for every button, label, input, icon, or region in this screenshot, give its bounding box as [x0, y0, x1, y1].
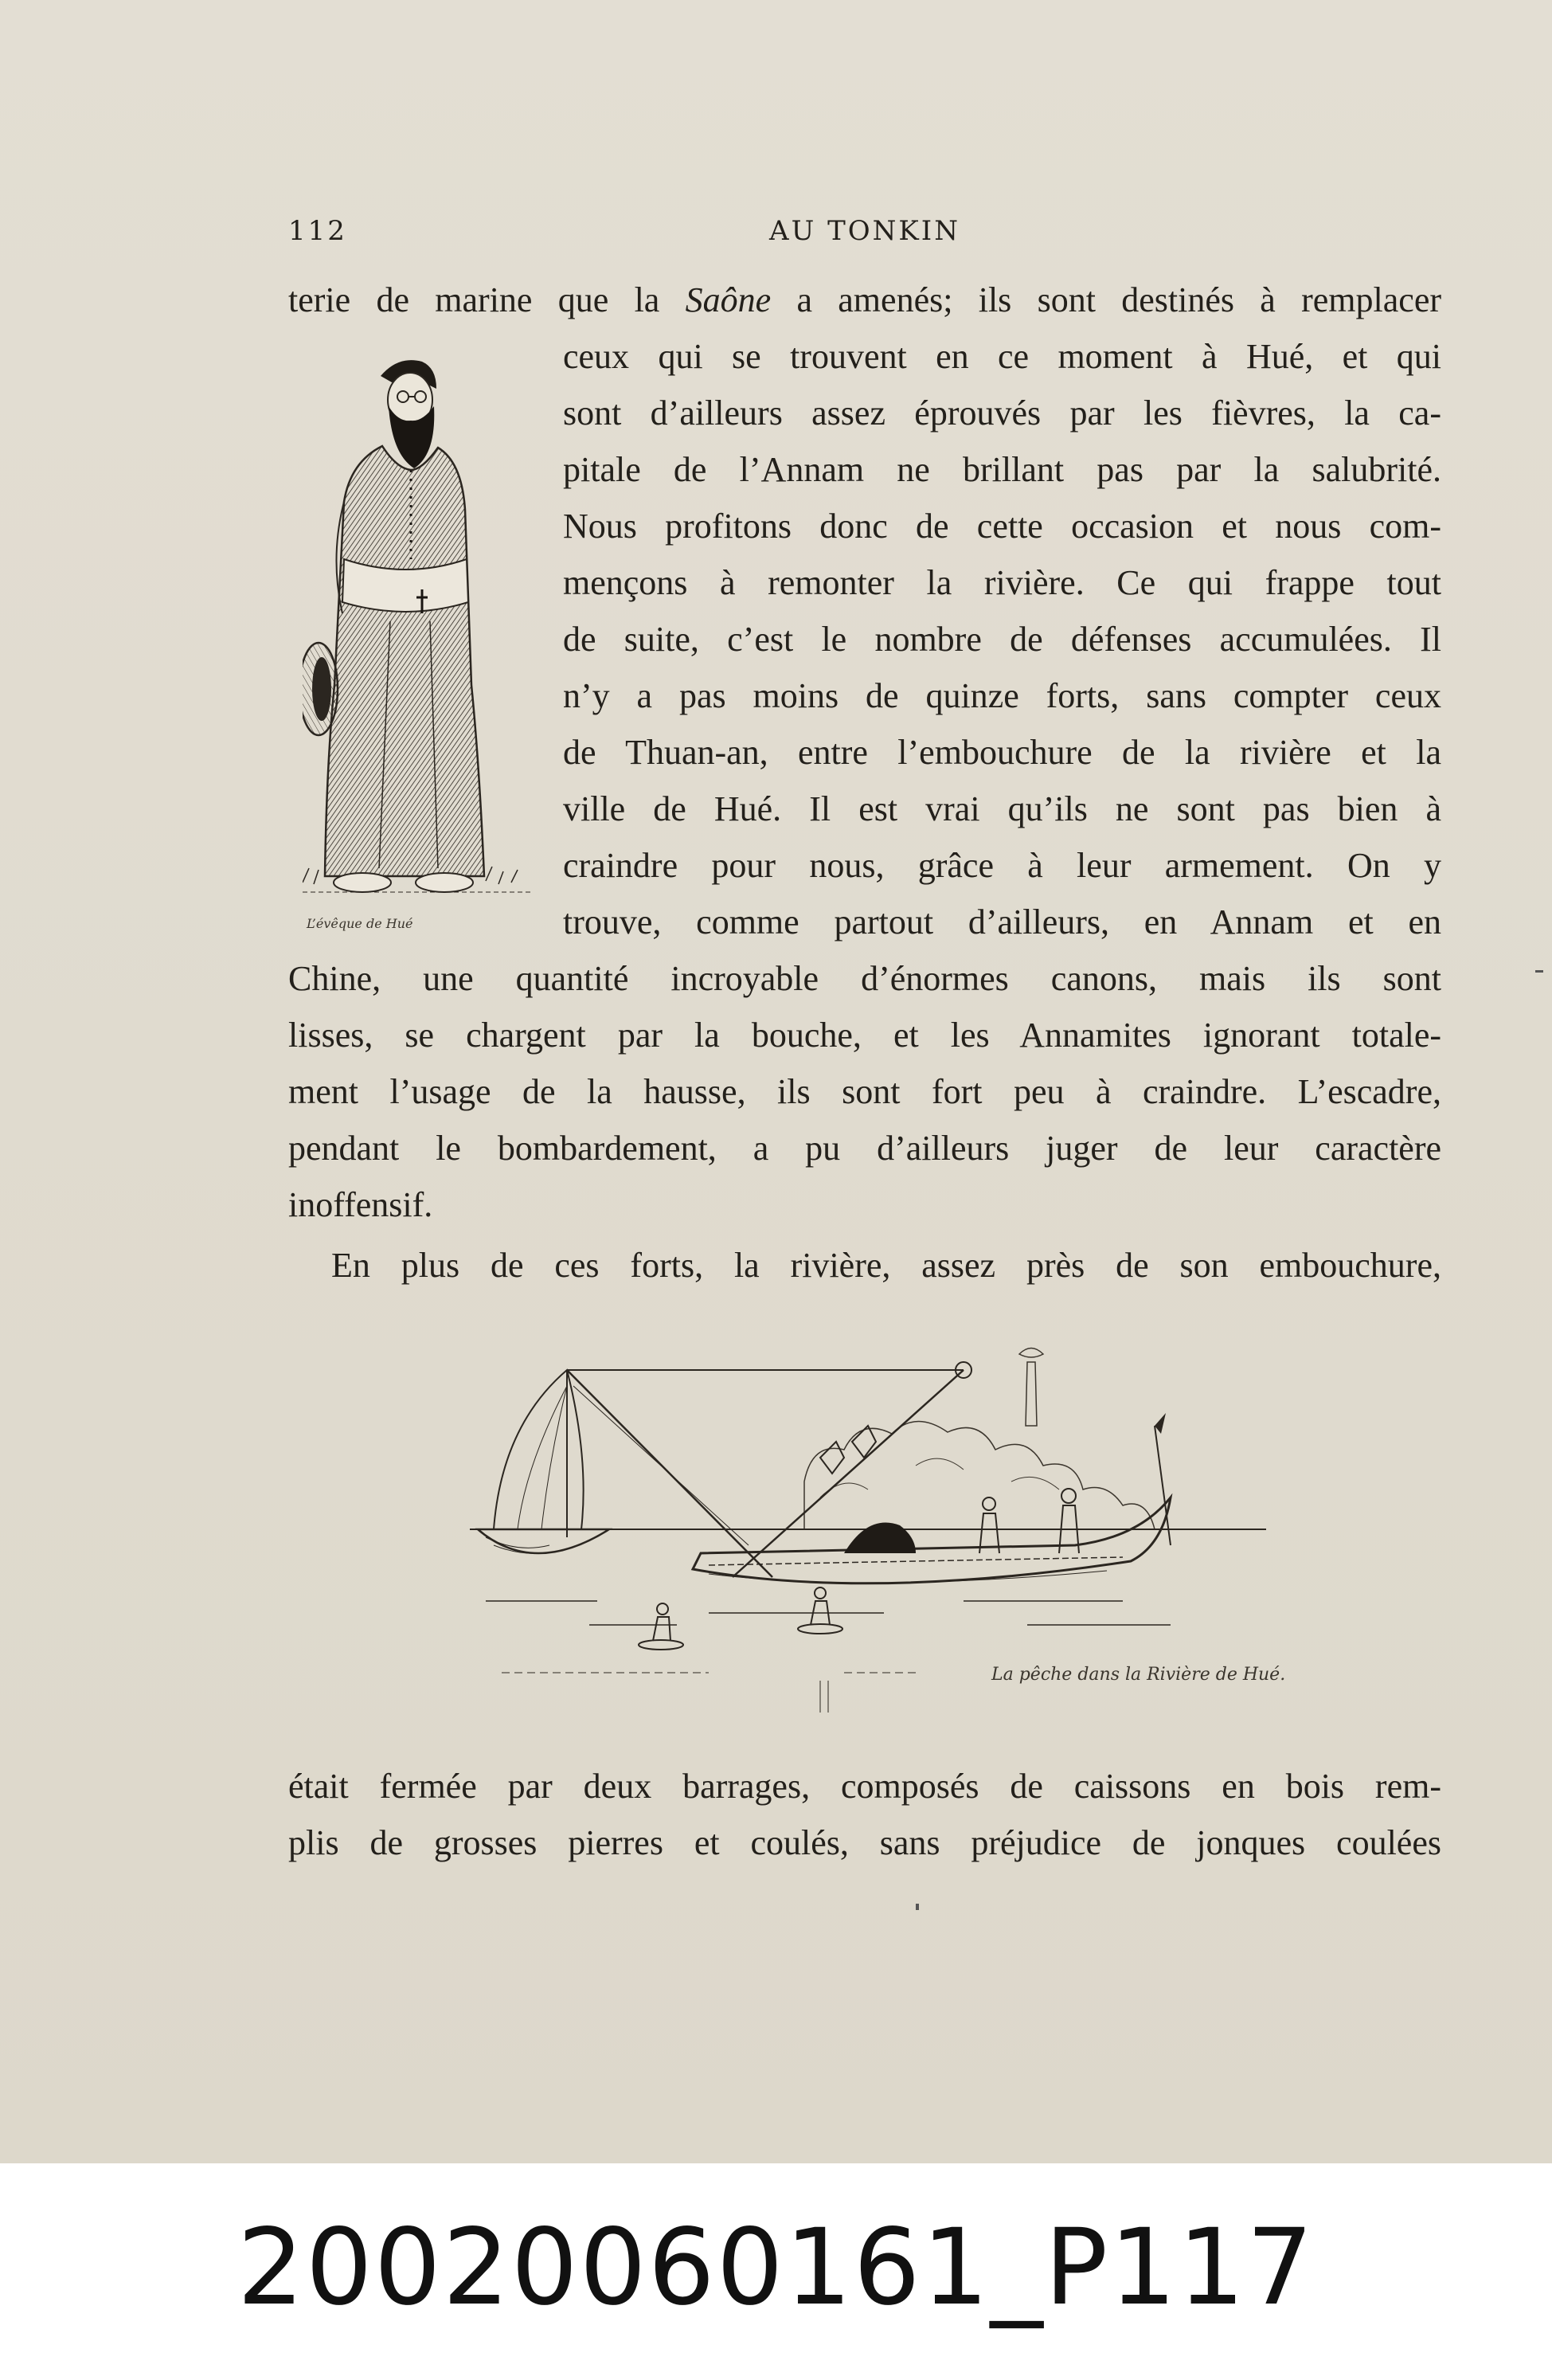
text-line-1-post: a amenés; ils sont destinés à remplacer — [771, 280, 1441, 319]
page-number: 112 — [288, 215, 347, 247]
text-line-17: inoffensif. — [288, 1185, 433, 1224]
fishing-illustration — [470, 1338, 1274, 1720]
text-line-1 — [288, 280, 1441, 320]
text-line-12: trouve, comme partout d’ailleurs, en Annam et en — [563, 902, 1441, 941]
text-line-after-figure-1: était fermée par deux barrages, composés de caissons en bois rem- — [288, 1767, 1441, 1806]
text-line-13: Chine, une quantité incroyable d’énormes canons, mais ils sont — [288, 959, 1441, 998]
text-line-14: lisses, se chargent par la bouche, et les Annamites ignorant totale- — [288, 1016, 1441, 1055]
fishing-caption: La pêche dans la Rivière de Hué. — [991, 1665, 1286, 1685]
text-line-2: ceux qui se trouvent en ce moment à Hué, et qui — [563, 337, 1441, 376]
ink-spot — [916, 1904, 919, 1910]
text-line-16: pendant le bombardement, a pu d’ailleurs juger de leur caractère — [288, 1129, 1441, 1168]
running-title: AU TONKIN — [769, 215, 960, 247]
text-line-after-figure-2: plis de grosses pierres et coulés, sans préjudice de jonques coulées — [288, 1823, 1441, 1862]
running-head — [288, 215, 1441, 255]
bishop-caption: L’évêque de Hué — [307, 916, 413, 931]
text-line-7: de suite, c’est le nombre de défenses accumulées. Il — [563, 620, 1441, 659]
text-line-4: pitale de l’Annam ne brillant pas par la salubrité. — [563, 450, 1441, 489]
text-line-9: de Thuan-an, entre l’embouchure de la rivière et la — [563, 733, 1441, 772]
text-line-11: craindre pour nous, grâce à leur armement. On y — [563, 846, 1441, 885]
text-line-10: ville de Hué. Il est vrai qu’ils ne sont pas bien à — [563, 789, 1441, 828]
paragraph-2-line-1: En plus de ces forts, la rivière, assez près de son embouchure, — [331, 1246, 1441, 1285]
bishop-illustration — [303, 350, 534, 900]
text-line-5: Nous profitons donc de cette occasion et nous com- — [563, 507, 1441, 546]
text-line-6: mençons à remonter la rivière. Ce qui frappe tout — [563, 563, 1441, 602]
archive-identifier: 20020060161_P117 — [237, 2206, 1315, 2329]
ship-name: Saône — [685, 280, 772, 319]
text-line-1-pre: terie de marine que la — [288, 280, 686, 319]
text-line-3: sont d’ailleurs assez éprouvés par les fièvres, la ca- — [563, 393, 1441, 433]
margin-mark — [1535, 970, 1543, 973]
text-line-8: n’y a pas moins de quinze forts, sans compter ceux — [563, 676, 1441, 715]
text-line-15: ment l’usage de la hausse, ils sont fort peu à craindre. L’escadre, — [288, 1072, 1441, 1111]
